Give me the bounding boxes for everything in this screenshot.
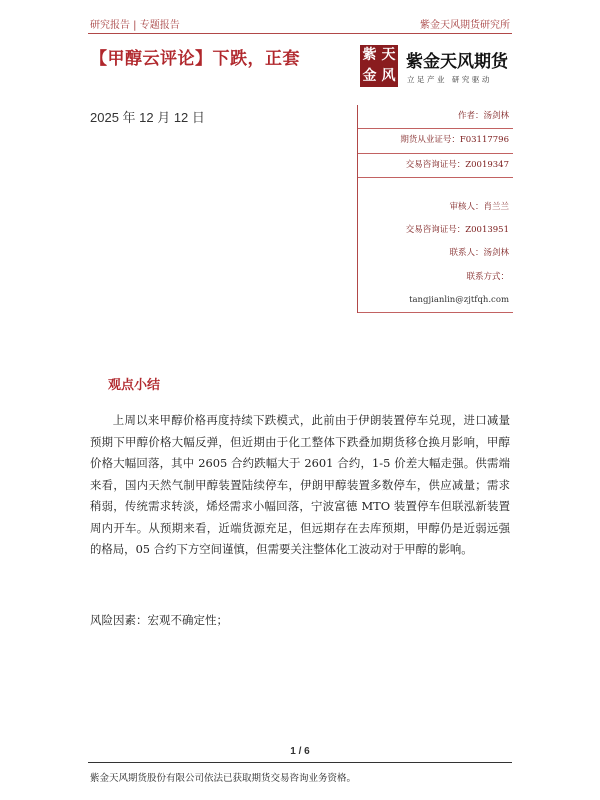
- author-info-box: [357, 105, 513, 313]
- risk-factors: 风险因素：宏观不确定性；: [90, 613, 228, 627]
- footer-disclaimer: 紫金天风期货股份有限公司依法已获取期货交易咨询业务资格。: [90, 773, 357, 784]
- futures-certificate: 期货从业证号：F03117796: [358, 129, 513, 153]
- contact-person: 联系人：汤剑林: [449, 248, 509, 259]
- footer-divider: [88, 762, 512, 763]
- logo-seal-char: 天: [381, 47, 396, 63]
- logo-seal-icon: [360, 45, 398, 87]
- logo-company-name: 紫金天风期货: [406, 52, 508, 72]
- logo-seal-char: 风: [381, 68, 396, 84]
- reviewer-certificate: 交易咨询证号：Z0013951: [405, 225, 509, 236]
- author-name: 作者：汤剑林: [358, 105, 513, 129]
- header-report-type: 研究报告 | 专题报告: [90, 20, 180, 31]
- consult-certificate: 交易咨询证号：Z0019347: [358, 154, 513, 178]
- logo-tagline: 立足产业 研究驱动: [407, 75, 492, 84]
- info-spacer: [358, 178, 513, 196]
- contact-method: 联系方式：: [466, 271, 509, 282]
- logo-seal-char: 紫: [362, 47, 377, 63]
- summary-paragraph: 上周以来甲醇价格再度持续下跌模式，此前由于伊朗装置停车兑现，进口减量预期下甲醇价格大幅反弹，但近期由于化工整体下跌叠加期货移仓换月影响，甲醇价格大幅回落，其中 2605 合约跌幅大于 2601 合约，1-5 价差大幅走强。供需端来看，国内天然气制甲醇装置陆续停车，伊朗甲醇装置多数停车，供应减量；需求稍弱，传统需求转淡，烯烃需求小幅回落，宁波富德 MTO 装置停车但联泓新装置周内开车。从预期来看，近端货源充足，但远期存在去库预期，甲醇仍是近弱远强的格局，05 合约下方空间谨慎，但需要关注整体化工波动对于甲醇的影响。: [90, 413, 510, 556]
- reviewer-name: 审核人：肖兰兰: [449, 201, 509, 212]
- header-divider: [88, 33, 512, 34]
- logo-seal-char: 金: [362, 68, 377, 84]
- page-number: 1 / 6: [290, 746, 310, 757]
- header-institute: 紫金天风期货研究所: [420, 20, 510, 31]
- report-date: 2025 年 12 月 12 日: [90, 110, 205, 125]
- contact-email[interactable]: tangjianlin@zjtfqh.com: [358, 289, 513, 313]
- section-title: 观点小结: [108, 378, 161, 393]
- company-logo: [360, 45, 520, 95]
- report-title: 【甲醇云评论】下跌，正套: [90, 49, 300, 69]
